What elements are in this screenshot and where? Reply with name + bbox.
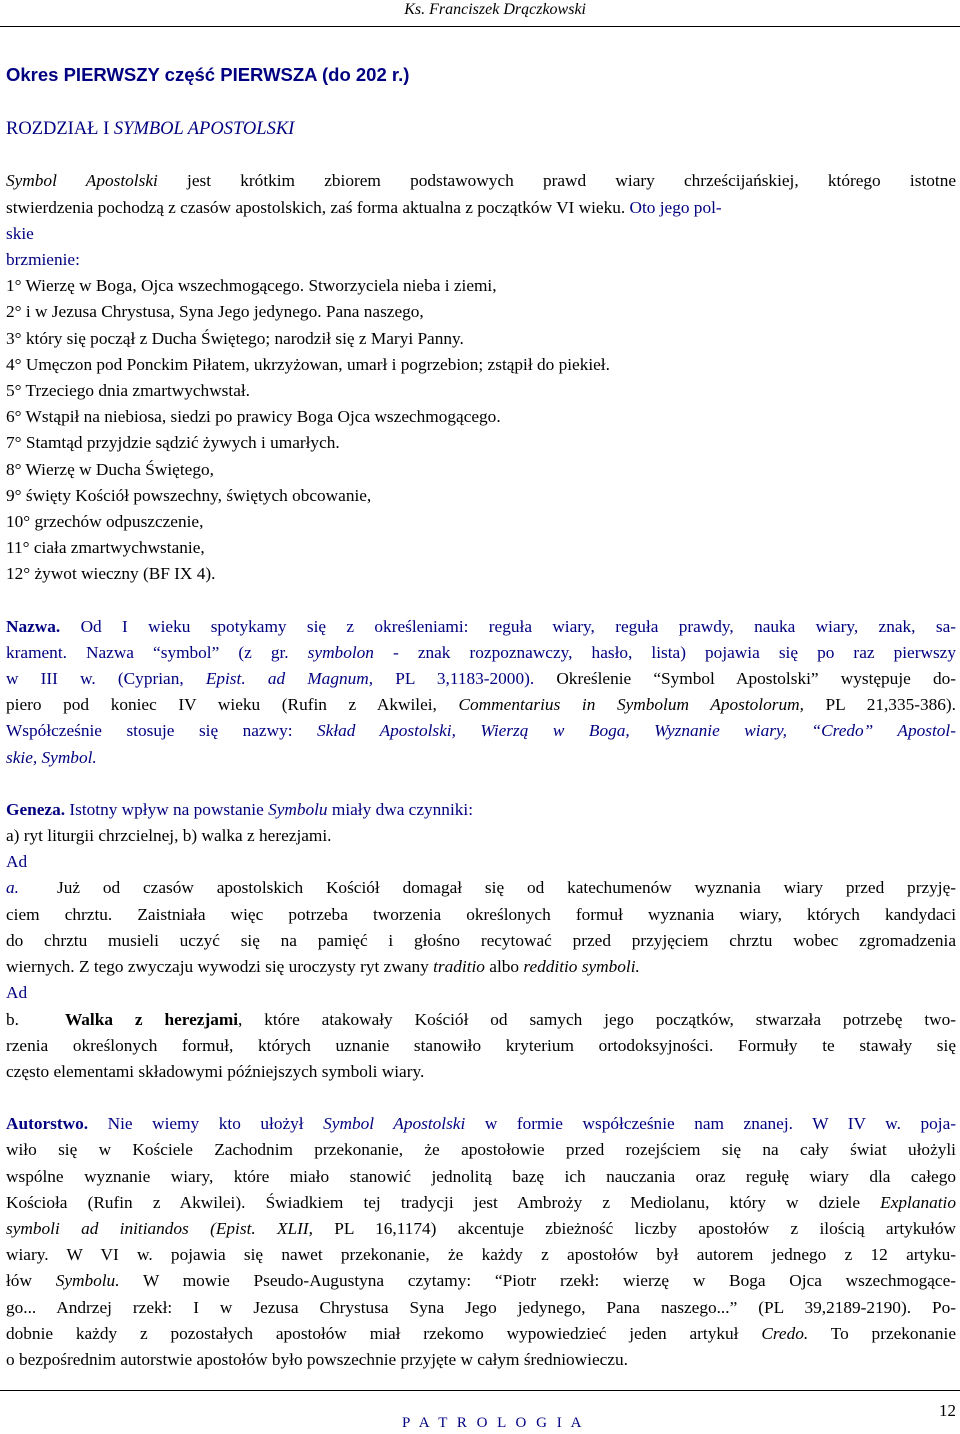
nazwa-text: Od I wieku spotykamy się z określeniami: reguła wiary, reguła prawdy, nauka wiary, znak, sa- (60, 616, 956, 636)
intro-line: brzmienie: (6, 250, 80, 270)
page-number: 12 (939, 1401, 956, 1420)
nazwa-text: symbolon (307, 642, 374, 662)
autorstwo-text: dobnie każdy z pozostałych apostołów miał rzekomo wypowiedzieć jeden artykuł (6, 1323, 762, 1343)
nazwa-label: Nazwa. (6, 616, 61, 636)
creed-text: 4° Umęczon pod Ponckim Piłatem, ukrzyżowan, umarł i pogrzebion; zstąpił do piekieł. (6, 354, 610, 374)
geneza-text: Istotny wpływ na powstanie (65, 799, 269, 819)
creed-article (6, 326, 956, 352)
intro-paragraph (6, 168, 956, 273)
creed-text: 7° Stamtąd przyjdzie sądzić żywych i umarłych. (6, 433, 340, 453)
creed-article (6, 457, 956, 483)
autorstwo-line: wspólne wyznanie wiary, które miało stanowić jednolitą bazę ich nauczania oraz regułę wiary dla całego (6, 1166, 956, 1186)
geneza-text: miały dwa czynniki: (327, 799, 473, 819)
nazwa-line (6, 692, 956, 718)
autorstwo-line (6, 1268, 956, 1294)
spacer (6, 588, 956, 614)
creed-text: 2° i w Jezusa Chrystusa, Syna Jego jedynego. (6, 302, 322, 322)
chapter-heading (6, 116, 956, 142)
creed-article (6, 378, 956, 404)
nazwa-text: w III w. (Cyprian, (6, 669, 206, 689)
page-header (0, 0, 960, 27)
nazwa-text: piero pod koniec IV wieku (Rufin z Akwilei, (6, 695, 459, 715)
autorstwo-label: Autorstwo. (6, 1114, 89, 1134)
intro-line (6, 195, 956, 221)
spacer (6, 1085, 956, 1111)
creed-text: 3° który się począł z Ducha Świętego; narodził się z Maryi Panny. (6, 328, 464, 348)
geneza-text: albo (484, 957, 524, 977)
creed-article (6, 430, 956, 456)
nazwa-text: Commentarius in Symbolum Apostolorum, (458, 695, 804, 715)
autorstwo-line (6, 1321, 956, 1347)
creed-text: Pana naszego, (321, 302, 424, 322)
intro-line (6, 168, 956, 194)
autorstwo-line: wiary. W VI w. pojawia się nawet przekonanie, że każdy z apostołów był autorem jednego z 12 artyku- (6, 1245, 956, 1265)
creed-text: 6° Wstąpił na niebiosa, siedzi po prawicy Boga Ojca wszechmogącego. (6, 407, 501, 427)
creed-text: 5° Trzeciego dnia zmartwychwstał. (6, 381, 250, 401)
geneza-line (6, 954, 956, 980)
intro-text: jest krótkim zbiorem podstawowych prawd wiary chrześcijańskiej, którego istotne (157, 171, 957, 191)
intro-term: Symbol Apostolski (6, 171, 158, 191)
geneza-text: Już od czasów apostolskich Kościół domagał się od katechumenów wyznania wiary przed przyję- (56, 878, 956, 898)
nazwa-text: PL 3,1183-2000). (373, 669, 535, 689)
geneza-line (6, 1007, 956, 1033)
creed-text: 11° ciała zmartwychwstanie, (6, 538, 205, 558)
creed-article (6, 352, 956, 378)
nazwa-text: Określenie “Symbol Apostolski” występuje do- (534, 669, 956, 689)
geneza-line (6, 875, 956, 901)
creed-text: Stworzyciela nieba i ziemi, (304, 276, 497, 296)
intro-text: stwierdzenia pochodzą z czasów apostolskich, zaś forma aktualna z początków VI wieku. (6, 197, 626, 217)
geneza-line: Ad (6, 983, 28, 1003)
creed-article (6, 509, 956, 535)
geneza-line: a) ryt liturgii chrzcielnej, b) walka z herezjami. (6, 826, 332, 846)
autorstwo-line (6, 1216, 956, 1242)
nazwa-text: Współcześnie stosuje się nazwy: (6, 721, 318, 741)
autorstwo-text: w formie współcześnie nam znanej. W IV w. poja- (465, 1114, 956, 1134)
autorstwo-line: o bezpośrednim autorstwie apostołów było powszechnie przyjęte w całym średniowieczu. (6, 1349, 628, 1369)
nazwa-line (6, 666, 956, 692)
autorstwo-line: wiło się w Kościele Zachodnim przekonanie, że apostołowie przed rozejściem się na cały świat ułożyli (6, 1140, 956, 1160)
chapter-prefix: ROZDZIAŁ I (6, 119, 114, 140)
geneza-text: wiernych. Z tego zwyczaju wywodzi się uroczysty ryt zwany (6, 957, 434, 977)
geneza-text: traditio (433, 957, 485, 977)
geneza-line (6, 797, 956, 823)
creed-text: 1° Wierzę w Boga, Ojca wszechmogącego. (6, 276, 305, 296)
geneza-paragraph (6, 797, 956, 1085)
creed-article (6, 483, 956, 509)
nazwa-text: PL 21,335-386). (803, 695, 956, 715)
autorstwo-text: Explanatio (880, 1192, 956, 1212)
intro-line: skie (6, 223, 34, 243)
creed-text: 12° żywot wieczny (BF IX 4). (6, 564, 216, 584)
nazwa-text: Epist. (205, 669, 246, 689)
autorstwo-text: Kościoła (Rufin z Akwilei). Świadkiem tej tradycji jest Ambroży z Mediolanu, który w dziele (6, 1192, 881, 1212)
nazwa-line (6, 745, 956, 771)
nazwa-text: krament. Nazwa “symbol” (z gr. (6, 642, 308, 662)
nazwa-paragraph (6, 614, 956, 771)
geneza-text: Walka z herezjami (64, 1009, 239, 1029)
autorstwo-line (6, 1190, 956, 1216)
creed-text: 8° Wierzę w Ducha Świętego, (6, 459, 214, 479)
autorstwo-text: Credo. (761, 1323, 809, 1343)
page-content (6, 62, 956, 1373)
autorstwo-text: Nie wiemy kto ułożył (88, 1114, 324, 1134)
creed-article (6, 561, 956, 587)
creed-article (6, 299, 956, 325)
period-heading: Okres PIERWSZY część PIERWSZA (do 202 r.) (6, 64, 410, 85)
intro-text: Oto jego pol- (625, 197, 722, 217)
nazwa-text: - znak rozpoznawczy, hasło, lista) pojawia się po raz pierwszy (373, 642, 956, 662)
geneza-line: ciem chrztu. Zaistniała więc potrzeba tworzenia określonych formuł wyznania wiary, których kandydaci (6, 904, 956, 924)
autorstwo-text: To przekonanie (808, 1323, 957, 1343)
creed-article (6, 404, 956, 430)
nazwa-text (246, 669, 268, 688)
autorstwo-line (6, 1111, 956, 1137)
nazwa-text: skie, Symbol. (6, 747, 97, 767)
header-author: Ks. Franciszek Drączkowski (404, 1, 586, 18)
geneza-text: , które atakowały Kościół od samych jego początków, stwarzała potrzebę two- (238, 1009, 956, 1029)
spacer (6, 771, 956, 797)
creed-list (6, 273, 956, 587)
nazwa-line (6, 718, 956, 744)
creed-article (6, 273, 956, 299)
autorstwo-text: symboli ad initiandos (Epist. XLII, (6, 1218, 313, 1238)
autorstwo-line: go... Andrzej rzekł: I w Jezusa Chrystusa Syna Jego jedynego, Pana naszego...” (PL 39,2189-2190). Po- (6, 1297, 956, 1317)
autorstwo-text: W mowie Pseudo-Augustyna czytamy: “Piotr rzekł: wierzę w Boga Ojca wszechmogące- (119, 1271, 957, 1291)
geneza-line: Ad (6, 852, 28, 872)
footer-title: P A T R O L O G I A (402, 1415, 585, 1431)
geneza-label: Geneza. (6, 799, 66, 819)
geneza-text: a. (6, 878, 19, 898)
nazwa-text: Skład Apostolski, Wierzą w Boga, Wyznanie wiary, “Credo” Apostol- (317, 721, 956, 741)
geneza-text: b. (6, 1009, 19, 1029)
nazwa-text: ad Magnum, (267, 669, 374, 689)
page-footer (0, 1390, 960, 1434)
autorstwo-text: Symbolu. (55, 1271, 120, 1291)
autorstwo-paragraph (6, 1111, 956, 1373)
chapter-title: SYMBOL APOSTOLSKI (113, 119, 295, 140)
creed-text: 10° grzechów odpuszczenie, (6, 512, 204, 532)
creed-text: 9° święty Kościół powszechny, świętych obcowanie, (6, 485, 372, 505)
geneza-text: Symbolu (268, 799, 328, 819)
geneza-line: często elementami składowymi późniejszych symboli wiary. (6, 1061, 425, 1081)
nazwa-line (6, 614, 956, 640)
geneza-text: redditio symboli. (523, 957, 640, 977)
nazwa-line (6, 640, 956, 666)
autorstwo-text: PL 16,1174) akcentuje zbieżność liczby apostołów z ilością artykułów (313, 1218, 956, 1238)
autorstwo-text: Symbol Apostolski (323, 1114, 466, 1134)
autorstwo-text: łów (6, 1271, 56, 1291)
creed-article (6, 535, 956, 561)
geneza-line: do chrztu musieli uczyć się na pamięć i głośno recytować przed przyjęciem chrztu wobec zgromadzenia (6, 930, 956, 950)
geneza-line: rzenia określonych formuł, których uznanie stanowiło kryterium ortodoksyjności. Formuły te stawały się (6, 1035, 956, 1055)
